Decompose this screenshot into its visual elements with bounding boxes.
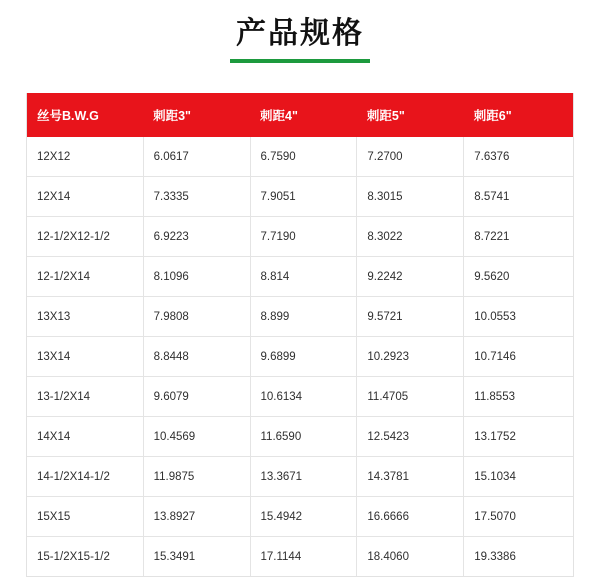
table-cell: 14X14: [27, 417, 143, 457]
column-header-spacing-6: 刺距6": [464, 93, 573, 137]
table-cell: 13.1752: [464, 417, 573, 457]
table-cell: 9.6079: [143, 377, 250, 417]
table-cell: 11.4705: [357, 377, 464, 417]
table-cell: 13-1/2X14: [27, 377, 143, 417]
table-row: [27, 497, 573, 537]
table-cell: 6.9223: [143, 217, 250, 257]
column-header-wire-gauge: 丝号B.W.G: [27, 93, 143, 137]
table-cell: 13.3671: [250, 457, 357, 497]
page-title-container: [0, 0, 600, 63]
table-cell: 14-1/2X14-1/2: [27, 457, 143, 497]
table-row: [27, 137, 573, 177]
table-cell: 8.814: [250, 257, 357, 297]
page-title: 产品规格: [230, 14, 370, 63]
table-cell: 6.7590: [250, 137, 357, 177]
table-cell: 15.3491: [143, 537, 250, 577]
table-cell: 10.7146: [464, 337, 573, 377]
table-cell: 8.1096: [143, 257, 250, 297]
table-cell: 15.4942: [250, 497, 357, 537]
table-cell: 7.9808: [143, 297, 250, 337]
table-cell: 19.3386: [464, 537, 573, 577]
table-cell: 15-1/2X15-1/2: [27, 537, 143, 577]
table-row: [27, 337, 573, 377]
table-cell: 7.3335: [143, 177, 250, 217]
specification-table: [27, 93, 573, 576]
table-row: [27, 177, 573, 217]
table-cell: 16.6666: [357, 497, 464, 537]
table-cell: 11.8553: [464, 377, 573, 417]
table-cell: 12-1/2X12-1/2: [27, 217, 143, 257]
table-cell: 6.0617: [143, 137, 250, 177]
table-cell: 12-1/2X14: [27, 257, 143, 297]
table-header-row: [27, 93, 573, 137]
table-cell: 9.5721: [357, 297, 464, 337]
table-cell: 7.7190: [250, 217, 357, 257]
table-cell: 7.6376: [464, 137, 573, 177]
table-cell: 9.2242: [357, 257, 464, 297]
table-cell: 8.3015: [357, 177, 464, 217]
table-cell: 9.6899: [250, 337, 357, 377]
table-cell: 10.4569: [143, 417, 250, 457]
table-cell: 15X15: [27, 497, 143, 537]
table-cell: 11.6590: [250, 417, 357, 457]
table-cell: 11.9875: [143, 457, 250, 497]
specification-table-container: [26, 93, 574, 577]
table-cell: 7.2700: [357, 137, 464, 177]
table-row: [27, 537, 573, 577]
table-cell: 12.5423: [357, 417, 464, 457]
column-header-spacing-5: 刺距5": [357, 93, 464, 137]
table-cell: 17.1144: [250, 537, 357, 577]
table-cell: 8.8448: [143, 337, 250, 377]
table-cell: 12X14: [27, 177, 143, 217]
table-cell: 8.3022: [357, 217, 464, 257]
table-row: [27, 417, 573, 457]
table-row: [27, 457, 573, 497]
table-cell: 14.3781: [357, 457, 464, 497]
table-cell: 9.5620: [464, 257, 573, 297]
table-row: [27, 297, 573, 337]
table-cell: 8.899: [250, 297, 357, 337]
table-cell: 10.0553: [464, 297, 573, 337]
table-cell: 17.5070: [464, 497, 573, 537]
table-row: [27, 217, 573, 257]
table-body: [27, 137, 573, 576]
table-cell: 18.4060: [357, 537, 464, 577]
table-header: [27, 93, 573, 137]
table-row: [27, 257, 573, 297]
column-header-spacing-4: 刺距4": [250, 93, 357, 137]
table-cell: 8.5741: [464, 177, 573, 217]
table-cell: 7.9051: [250, 177, 357, 217]
column-header-spacing-3: 刺距3": [143, 93, 250, 137]
table-cell: 13.8927: [143, 497, 250, 537]
table-cell: 8.7221: [464, 217, 573, 257]
table-cell: 10.6134: [250, 377, 357, 417]
table-row: [27, 377, 573, 417]
table-cell: 12X12: [27, 137, 143, 177]
table-cell: 15.1034: [464, 457, 573, 497]
table-cell: 10.2923: [357, 337, 464, 377]
table-cell: 13X13: [27, 297, 143, 337]
table-cell: 13X14: [27, 337, 143, 377]
